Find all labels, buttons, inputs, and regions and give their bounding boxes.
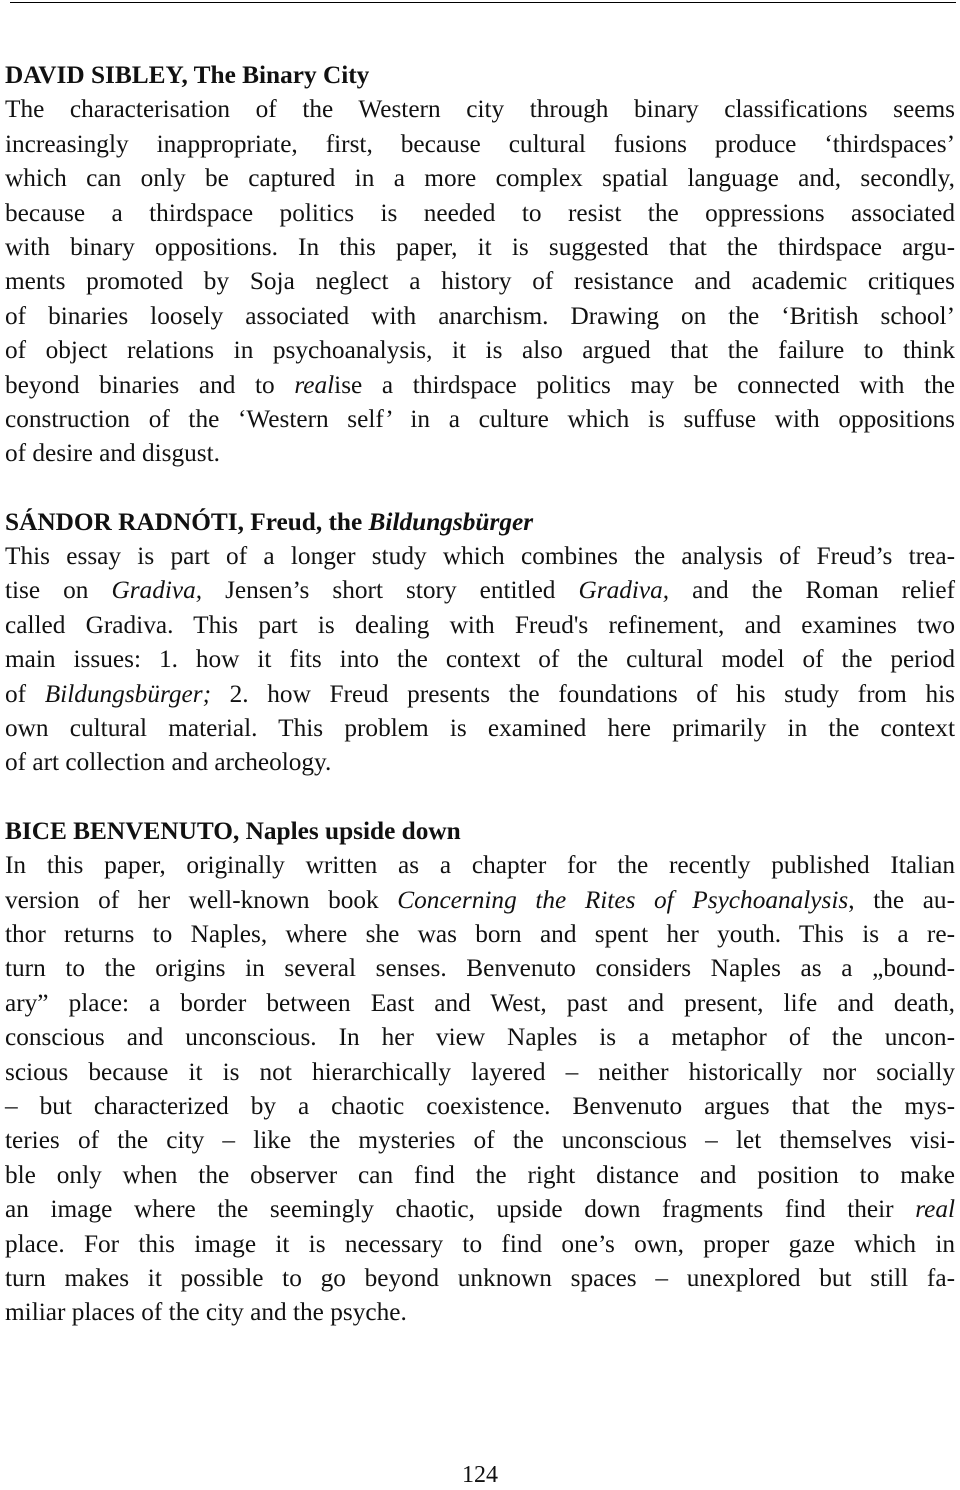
abstract-line: of Bildungsbürger; 2. how Freud presents the foundations of his study from his (5, 679, 955, 708)
abstract-heading (0, 505, 960, 539)
abstract-heading: DAVID SIBLEY, The Binary City (5, 61, 370, 89)
abstract-radnoti (0, 505, 960, 780)
abstract-line: called Gradiva. This part is dealing with Freud's refinement, and examines two (5, 610, 955, 639)
abstract-line: – but characterized by a chaotic coexistence. Benvenuto argues that the mys- (5, 1091, 955, 1120)
abstract-line: conscious and unconscious. In her view Naples is a metaphor of the uncon- (5, 1023, 955, 1052)
italic-title: real (294, 370, 335, 399)
abstract-line: ble only when the observer can find the right distance and position to make (5, 1160, 955, 1189)
page-number: 124 (462, 1462, 498, 1488)
abstract-line: of binaries loosely associated with anarchism. Drawing on the ‘British school’ (5, 301, 955, 330)
abstract-line: increasingly inappropriate, first, because cultural fusions produce ‘thirdspaces’ (5, 129, 955, 158)
italic-title: Concerning the Rites of Psychoanalysis (397, 885, 849, 914)
italic-title: real (915, 1195, 955, 1224)
abstract-line: which can only be captured in a more complex spatial language and, secondly, (5, 164, 955, 193)
abstract-benvenuto (0, 814, 960, 1330)
abstract-heading: BICE BENVENUTO, Naples upside down (5, 816, 461, 845)
abstract-line: ary” place: a border between East and West, past and present, life and death, (5, 988, 955, 1017)
abstract-line: place. For this image it is necessary to find one’s own, proper gaze which in (5, 1229, 955, 1258)
abstract-line: thor returns to Naples, where she was born and spent her youth. This is a re- (5, 919, 955, 948)
abstract-line: of object relations in psychoanalysis, it is also argued that the failure to think (5, 336, 955, 365)
abstract-line: turn makes it possible to go beyond unknown spaces – unexplored but still fa- (5, 1263, 955, 1292)
abstract-line: turn to the origins in several senses. Benvenuto considers Naples as a „bound- (5, 954, 955, 983)
abstract-line: own cultural material. This problem is examined here primarily in the context (5, 714, 955, 743)
abstract-line: beyond binaries and to realise a thirdspace politics may be connected with the (5, 370, 955, 399)
abstract-line: miliar places of the city and the psyche. (5, 1298, 407, 1327)
abstract-line: of art collection and archeology. (5, 748, 332, 777)
abstract-line: teries of the city – like the mysteries of the unconscious – let themselves visi- (5, 1126, 955, 1155)
heading-author-title: SÁNDOR RADNÓTI, Freud, the (5, 507, 369, 536)
abstract-line: an image where the seemingly chaotic, upside down fragments find their real (5, 1195, 955, 1224)
abstract-line: because a thirdspace politics is needed to resist the oppressions associated (5, 198, 955, 227)
abstract-line: construction of the ‘Western self’ in a culture which is suffuse with oppositions (5, 404, 955, 433)
abstract-sibley (0, 58, 960, 471)
abstract-line: with binary oppositions. In this paper, it is suggested that the thirdspace argu- (5, 232, 955, 261)
abstract-line: The characterisation of the Western city through binary classifications seems (5, 95, 955, 124)
heading-title-italic: Bildungsbürger (368, 507, 534, 536)
top-rule (10, 2, 956, 3)
abstract-line: This essay is part of a longer study which combines the analysis of Freud’s trea- (5, 542, 955, 571)
abstract-line: In this paper, originally written as a chapter for the recently published Italian (5, 851, 955, 880)
abstract-line: of desire and disgust. (5, 439, 220, 468)
abstract-line: tise on Gradiva, Jensen’s short story entitled Gradiva, and the Roman relief (5, 576, 955, 605)
document-page (0, 58, 960, 1364)
italic-title: Gradiva, (111, 576, 203, 605)
italic-title: Gradiva, (578, 576, 670, 605)
abstract-line: ments promoted by Soja neglect a history of resistance and academic critiques (5, 267, 955, 296)
abstract-line: main issues: 1. how it fits into the context of the cultural model of the period (5, 645, 955, 674)
abstract-line: version of her well-known book Concerning the Rites of Psychoanalysis, the au- (5, 885, 955, 914)
italic-title: Bildungsbürger; (44, 679, 212, 708)
abstract-line: scious because it is not hierarchically layered – neither historically nor socially (5, 1057, 955, 1086)
